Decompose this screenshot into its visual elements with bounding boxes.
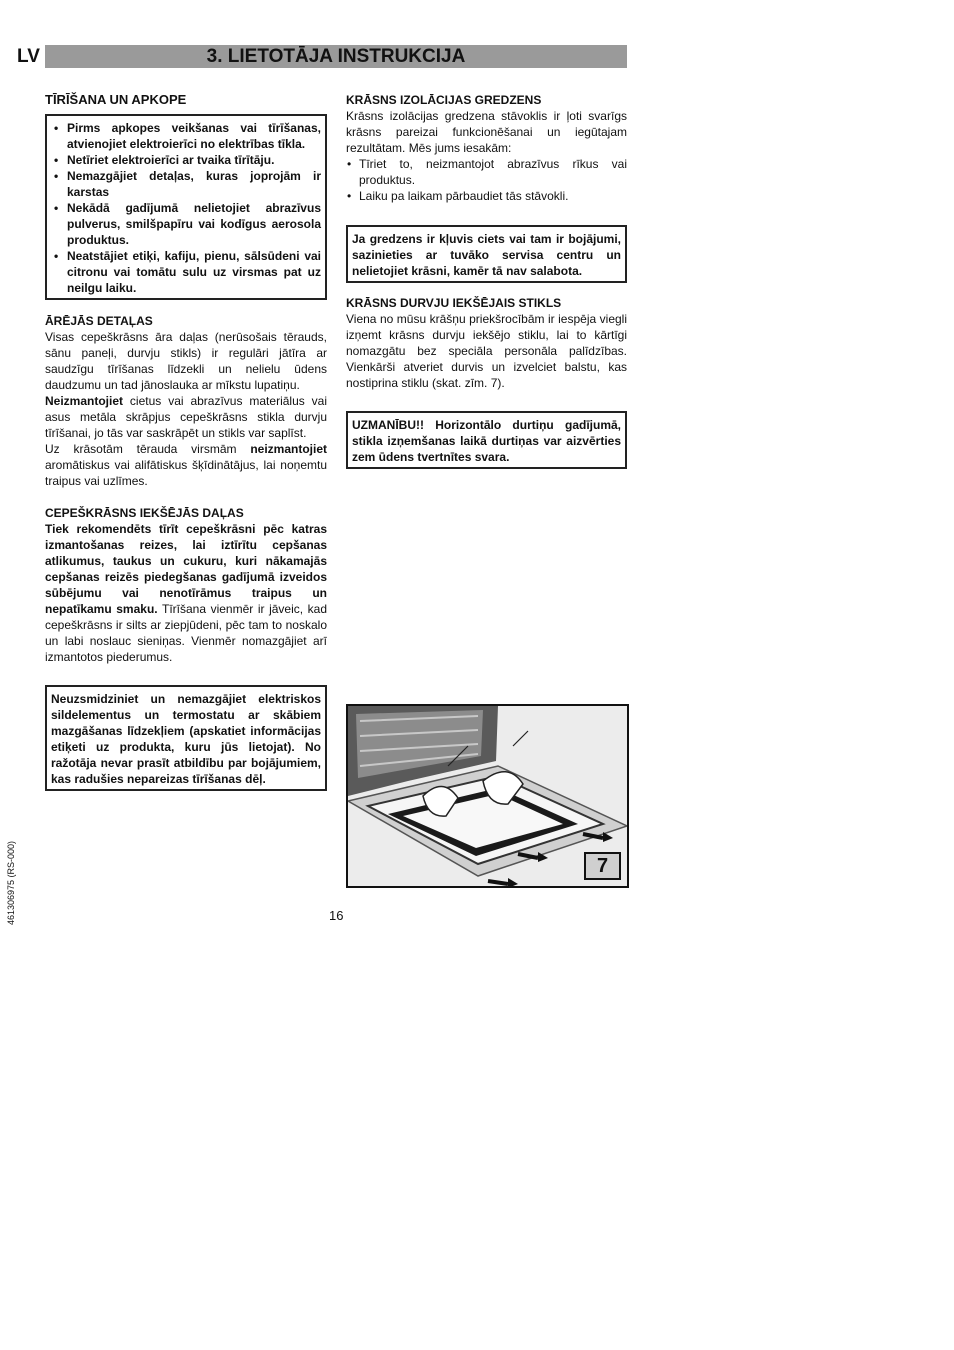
text: Tīrīšana vienmēr ir jāveic, kad cepeškrāsns ir silts ar ziepjūdeni, pēc tam to noskalo un labi noslauc sieniņas. Vienmēr nomazgājiet arī izmantotos piederumus. [45,602,328,664]
caution-box [346,411,627,469]
bold-text: Tiek rekomendēts tīrīt cepeškrāsni pēc katras izmantošanas reizes, lai iztīrītu cepšanas atlikumus, taukus un cukuru, kuri nākamajās cepšanas reizēs piedegšanas gadījumā izveidos sūbējumu vai nenotīrāmus traipus un nepatīkamu smaku. [45,522,327,616]
language-code: LV [17,46,40,67]
list-item: • Pirms apkopes veikšanas vai tīrīšanas, atvienojiet elektroierīci no elektrības tīkla. [67,120,321,152]
seal-warning-text: Ja gredzens ir kļuvis ciets vai tam ir bojājumi, sazinieties ar tuvāko servisa centru un nelietojiet krāsni, kamēr tā nav salabota. [352,232,621,278]
seal-paragraph: Krāsns izolācijas gredzena stāvoklis ir ļoti svarīgs krāsns pareizai funkcionēšanai un iegūtajam rezultātam. Mēs jums iesakām: [346,109,627,155]
bold-text: Neizmantojiet [45,394,124,408]
safety-box [45,114,327,300]
page-title: 3. LIETOTĀJA INSTRUKCIJA [206,46,466,67]
exterior-paragraph-1: Visas cepeškrāsns āra daļas (nerūsošais tērauds, sānu paneļi, durvju stikls) ir regulāri jātīra ar saudzīgu tīrīšanas līdzekli un nelielu ūdens daudzumu un tad jānoslauka ar mīkstu lupatiņu. [45,330,327,392]
page-number: 16 [329,908,344,923]
left-column [45,92,327,791]
text: aromātiskus vai alifātiskus šķīdinātājus, lai noņemtu traipus vai uzlīmes. [45,458,327,488]
heating-warning-text: Neuzsmidziniet un nemazgājiet elektriskos sildelementus un termostatu ar skābiem mazgāšanas līdzekļiem (apskatiet informācijas etiķeti uz produkta, kuru jūs lietojat). No ražotāja nevar prasīt atbildību par bojājumiem, kas radušies nepareizas tīrīšanas dēļ. [51,692,321,786]
safety-list [51,120,321,296]
list-item: • Neatstājiet etiķi, kafiju, pienu, sālsūdeni vai citronu vai tomātu sulu uz virsmas pat uz neilgu laiku. [67,248,321,296]
list-item: • Tīriet to, neizmantojot abrazīvus rīkus vai produktus. [359,156,627,188]
glass-heading: KRĀSNS DURVJU IEKŠĒJAIS STIKLS [346,296,562,310]
exterior-heading: ĀRĒJĀS DETAĻAS [45,314,153,328]
right-column [346,92,627,469]
list-item: • Nemazgājiet detaļas, kuras joprojām ir karstas [67,168,321,200]
list-item: • Nekādā gadījumā nelietojiet abrazīvus pulverus, smilšpapīru vai kodīgus aerosola produktus. [67,200,321,248]
document-code: 461306975 (RS-000) [6,840,16,925]
figure-number-badge: 7 [584,852,621,880]
exterior-paragraph-2 [45,393,327,441]
seal-list [346,156,627,204]
seal-warning-box [346,225,627,283]
text: cietus vai abrazīvus materiālus vai asus metāla skrāpjus cepeškrāsns stikla durvju tīrīšanai, jo tās var saskrāpēt un stikls var saplīst. [45,394,327,440]
cleaning-heading: TĪRĪŠANA UN APKOPE [45,92,187,107]
seal-heading: KRĀSNS IZOLĀCIJAS GREDZENS [346,93,542,107]
bold-text: neizmantojiet [250,442,327,456]
caution-text: UZMANĪBU!! Horizontālo durtiņu gadījumā, stikla izņemšanas laikā durtiņas var aizvērties zem ūdens tvertnītes svara. [352,418,621,464]
list-item: • Netīriet elektroierīci ar tvaika tīrītāju. [67,152,321,168]
glass-paragraph: Viena no mūsu krāšņu priekšrocībām ir iespēja viegli izņemt krāsns durvju iekšējo stiklu, lai to kārtīgi nomazgātu bez speciāla personāla palīdzības. Vienkārši atveriet durvis un izvelciet balstu, kas nostiprina stiklu (skat. zīm. 7). [346,312,627,390]
exterior-paragraph-3 [45,441,327,489]
interior-paragraph [45,521,327,665]
interior-heading: CEPEŠKRĀSNS IEKŠĒJĀS DAĻAS [45,506,244,520]
title-bar [45,45,627,68]
text: Uz krāsotām tērauda virsmām [45,442,251,456]
oven-door-figure [346,704,629,888]
heating-warning-box [45,685,327,791]
list-item: • Laiku pa laikam pārbaudiet tās stāvokli. [359,188,627,204]
